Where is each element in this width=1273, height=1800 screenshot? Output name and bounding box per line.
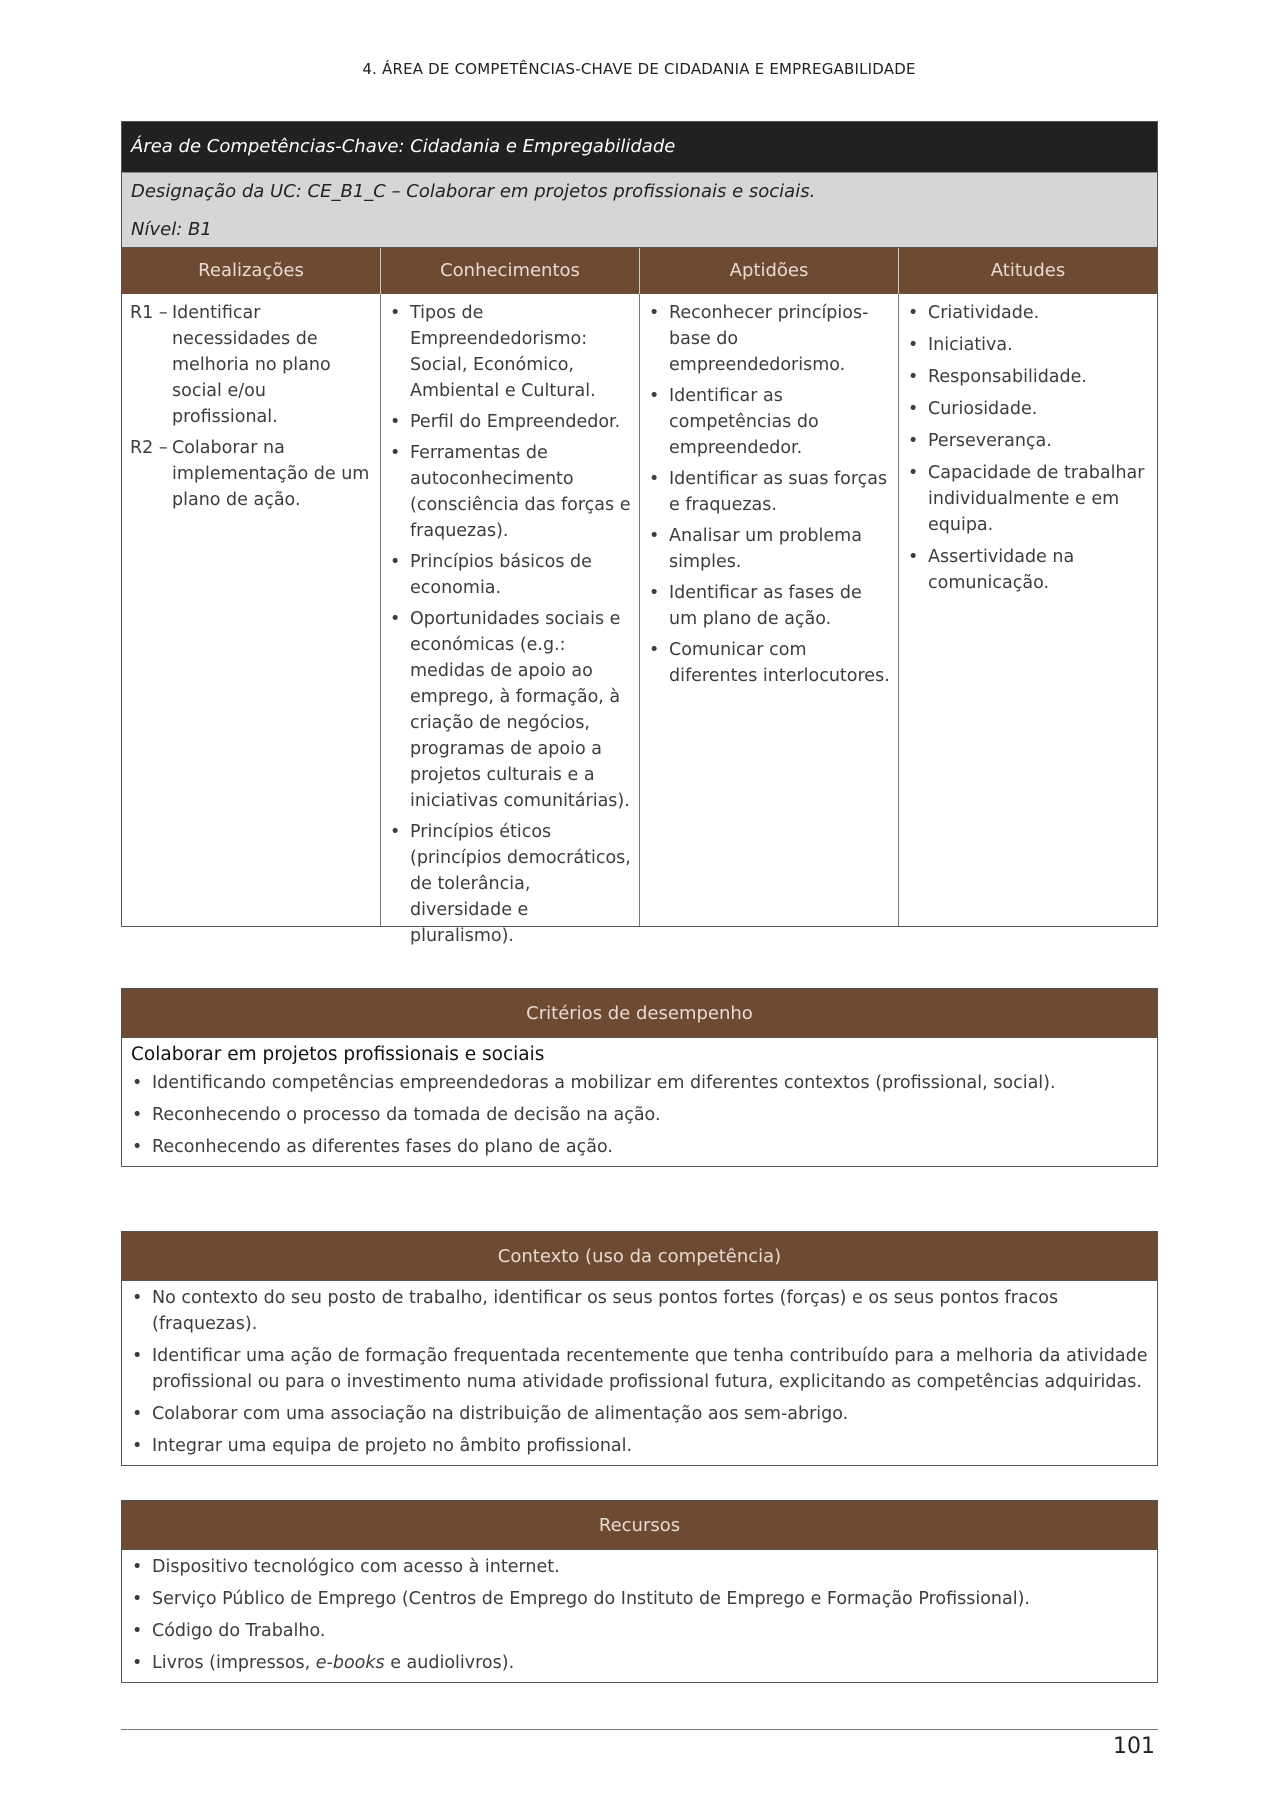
list-item: • Identificar as competências do empreendedor. — [648, 383, 890, 461]
realizacao-item — [130, 435, 372, 513]
realizacao-code: R2 – — [130, 438, 168, 458]
criterios-section — [121, 988, 1158, 1167]
uc-info — [122, 172, 1157, 247]
section-body — [122, 1280, 1157, 1465]
table-body — [122, 294, 1157, 946]
list-item: • Perseverança. — [907, 428, 1149, 454]
running-header: 4. ÁREA DE COMPETÊNCIAS-CHAVE DE CIDADANIA E EMPREGABILIDADE — [362, 60, 916, 78]
realizacao-text: Colaborar na implementação de um plano de ação. — [172, 438, 370, 510]
list-item: • No contexto do seu posto de trabalho, identificar os seus pontos fortes (forças) e os seus pontos fracos (fraquezas). — [131, 1285, 1148, 1337]
section-title: Recursos — [122, 1501, 1157, 1549]
page-number: 101 — [1113, 1734, 1155, 1759]
list-item: • Reconhecer princípios-base do empreendedorismo. — [648, 300, 890, 378]
list-item: • Identificando competências empreendedoras a mobilizar em diferentes contextos (profissional, social). — [131, 1070, 1148, 1096]
footer-divider — [121, 1729, 1158, 1730]
list-item: • Oportunidades sociais e económicas (e.g.: medidas de apoio ao emprego, à formação, à criação de negócios, programas de apoio a projetos culturais e a iniciativas comunitárias). — [389, 606, 631, 814]
list-item-italic-text: e-books — [315, 1653, 385, 1673]
list-item: • Princípios básicos de economia. — [389, 549, 631, 601]
criterios-subhead: Colaborar em projetos profissionais e sociais — [131, 1044, 545, 1065]
list-item: • Comunicar com diferentes interlocutores. — [648, 637, 890, 689]
realizacao-item — [130, 300, 372, 430]
list-item: • Dispositivo tecnológico com acesso à internet. — [131, 1554, 1148, 1580]
list-item: • Iniciativa. — [907, 332, 1149, 358]
list-item: • Assertividade na comunicação. — [907, 544, 1149, 596]
list-item-text: e audiolivros). — [384, 1653, 515, 1673]
list-item: • Analisar um problema simples. — [648, 523, 890, 575]
list-item: • Criatividade. — [907, 300, 1149, 326]
section-body — [122, 1037, 1157, 1166]
column-header-aptidoes: Aptidões — [639, 248, 898, 294]
list-item: • Princípios éticos (princípios democráticos, de tolerância, diversidade e pluralismo). — [389, 819, 631, 949]
realizacao-code: R1 – — [130, 303, 168, 323]
list-item: • Perfil do Empreendedor. — [389, 409, 631, 435]
column-header-realizacoes: Realizações — [198, 260, 304, 281]
list-item: • Identificar uma ação de formação frequentada recentemente que tenha contribuído para a melhoria da atividade profissional ou para o investimento numa atividade profissional futura, explicitando as competências adquiridas. — [131, 1343, 1148, 1395]
uc-level: Nível: B1 — [131, 219, 212, 240]
column-header-conhecimentos: Conhecimentos — [380, 248, 639, 294]
competency-table — [121, 121, 1158, 946]
recursos-section — [121, 1500, 1158, 1683]
section-title: Contexto (uso da competência) — [122, 1232, 1157, 1280]
uc-designation: Designação da UC: CE_B1_C – Colaborar em projetos profissionais e sociais. — [131, 181, 816, 202]
column-header-row — [122, 247, 1157, 294]
list-item: • Ferramentas de autoconhecimento (consciência das forças e fraquezas). — [389, 440, 631, 544]
list-item: • Tipos de Empreendedorismo: Social, Económico, Ambiental e Cultural. — [389, 300, 631, 404]
list-item — [131, 1650, 1148, 1676]
realizacao-text: Identificar necessidades de melhoria no plano social e/ou profissional. — [172, 303, 331, 427]
list-item: • Reconhecendo as diferentes fases do plano de ação. — [131, 1134, 1148, 1160]
section-title: Critérios de desempenho — [122, 989, 1157, 1037]
area-title: Área de Competências-Chave: Cidadania e Empregabilidade — [122, 122, 1157, 172]
list-item: • Identificar as suas forças e fraquezas. — [648, 466, 890, 518]
list-item: • Colaborar com uma associação na distribuição de alimentação aos sem-abrigo. — [131, 1401, 1148, 1427]
list-item: • Integrar uma equipa de projeto no âmbito profissional. — [131, 1433, 1148, 1459]
column-aptidoes — [639, 294, 898, 926]
list-item: • Reconhecendo o processo da tomada de decisão na ação. — [131, 1102, 1148, 1128]
list-item-text: Livros (impressos, — [152, 1653, 316, 1673]
section-body — [122, 1549, 1157, 1682]
list-item: • Código do Trabalho. — [131, 1618, 1148, 1644]
column-conhecimentos — [380, 294, 639, 946]
list-item: • Capacidade de trabalhar individualmente e em equipa. — [907, 460, 1149, 538]
list-item: • Serviço Público de Emprego (Centros de Emprego do Instituto de Emprego e Formação Profissional). — [131, 1586, 1148, 1612]
contexto-section — [121, 1231, 1158, 1466]
list-item: • Identificar as fases de um plano de ação. — [648, 580, 890, 632]
list-item: • Curiosidade. — [907, 396, 1149, 422]
column-atitudes — [898, 294, 1157, 926]
column-header-atitudes: Atitudes — [898, 248, 1157, 294]
list-item: • Responsabilidade. — [907, 364, 1149, 390]
column-realizacoes — [122, 294, 380, 926]
